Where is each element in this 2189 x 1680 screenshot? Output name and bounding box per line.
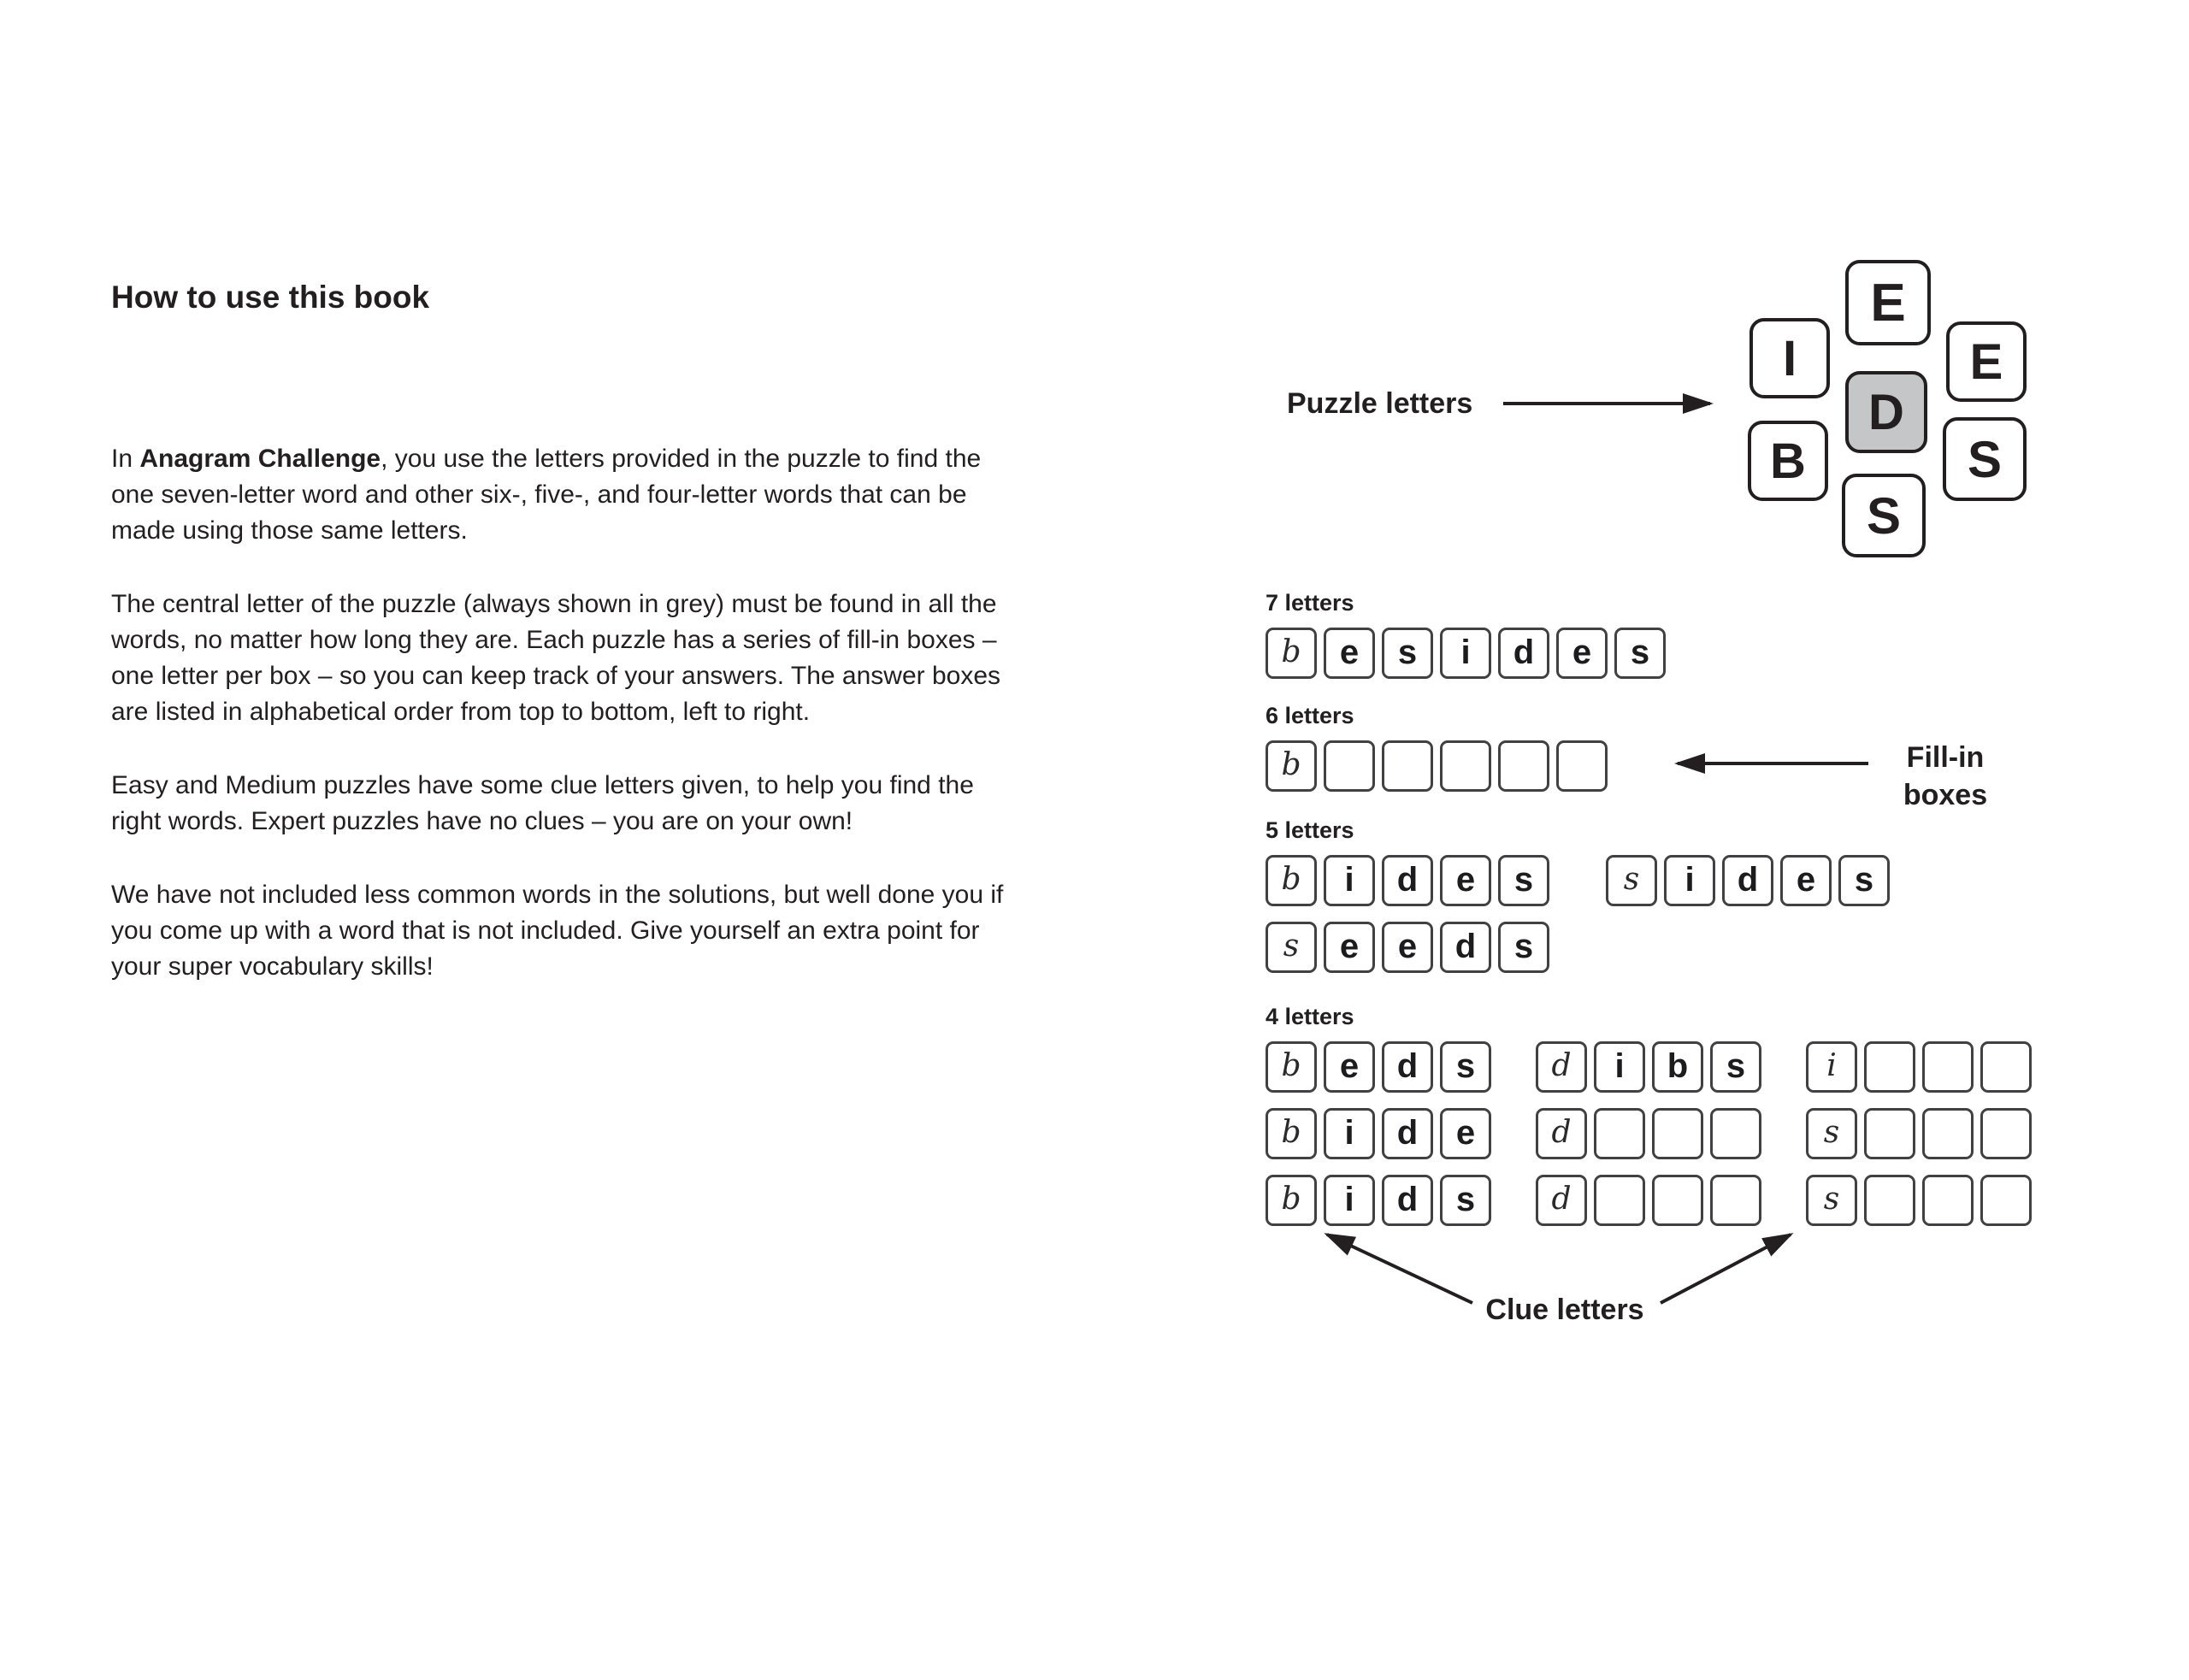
empty-letter-box — [1864, 1041, 1915, 1093]
letter-box — [1324, 1041, 1375, 1093]
letter-box — [1324, 628, 1375, 679]
fill-in-boxes-label-line2: boxes — [1903, 779, 1988, 811]
word-boxes — [1536, 1175, 1761, 1226]
word-boxes — [1806, 1108, 2032, 1159]
empty-letter-box — [1382, 740, 1433, 792]
answer-letter: i — [1685, 860, 1695, 899]
empty-letter-box — [1710, 1175, 1761, 1226]
clue-letter: b — [1281, 634, 1301, 669]
letter-box — [1324, 922, 1375, 973]
body-text: We have not included less common words in the solutions, but well done you if you come up with a word that is not included. Give yourself an extra point for your super vocabulary skills! — [111, 881, 1004, 981]
clue-letter: b — [1281, 1047, 1301, 1083]
empty-letter-box — [1980, 1041, 2032, 1093]
puzzle-tile-d-center: D — [1845, 371, 1927, 453]
letter-box — [1440, 1041, 1491, 1093]
paragraph — [111, 877, 1007, 985]
answer-letter: e — [1339, 633, 1360, 671]
puzzle-letters-label: Puzzle letters — [1287, 387, 1473, 420]
letter-box — [1536, 1175, 1587, 1226]
letter-box — [1382, 922, 1433, 973]
puzzle-tile-e: E — [1845, 260, 1931, 345]
letter-box — [1806, 1041, 1857, 1093]
clue-letter: s — [1283, 928, 1300, 964]
word-boxes — [1266, 1041, 1491, 1093]
answer-section-4-letters — [1266, 1002, 2032, 1241]
clue-letters-label: Clue letters — [1485, 1294, 1644, 1326]
letter-box — [1722, 855, 1773, 906]
section-label: 7 letters — [1266, 590, 1354, 616]
answer-letter: s — [1630, 633, 1650, 671]
answer-row — [1266, 740, 1608, 792]
answer-letter: s — [1397, 633, 1418, 671]
body-text: The central letter of the puzzle (always shown in grey) must be found in all the words, no matter how long they are. Each puzzle has a series of fill-in boxes – one letter per box – so you can keep track of your answers. The answer boxes are listed in alphabetical order from top to bottom, left to right. — [111, 590, 1001, 726]
letter-box — [1266, 922, 1317, 973]
answer-row — [1266, 1175, 2032, 1226]
answer-section-5-letters — [1266, 816, 1890, 988]
word-boxes — [1606, 855, 1890, 906]
answer-letter: s — [1854, 860, 1874, 899]
answer-row — [1266, 1041, 2032, 1093]
empty-letter-box — [1864, 1175, 1915, 1226]
empty-letter-box — [1324, 740, 1375, 792]
empty-letter-box — [1980, 1108, 2032, 1159]
letter-box — [1594, 1041, 1645, 1093]
empty-letter-box — [1498, 740, 1549, 792]
fill-in-boxes-label-line1: Fill-in — [1906, 741, 1985, 774]
answer-letter: e — [1339, 1046, 1360, 1085]
answer-letter: i — [1344, 1113, 1354, 1152]
clue-letter: s — [1823, 1181, 1840, 1217]
letter-box — [1266, 1108, 1317, 1159]
word-boxes — [1266, 628, 1666, 679]
paragraph — [111, 768, 1007, 840]
fill-in-boxes-label — [1881, 739, 2009, 814]
letter-box — [1324, 1175, 1375, 1226]
letter-box — [1536, 1041, 1587, 1093]
letter-box — [1440, 628, 1491, 679]
empty-letter-box — [1594, 1108, 1645, 1159]
answer-letter: i — [1614, 1046, 1625, 1085]
answer-section-7-letters — [1266, 588, 1666, 694]
letter-box — [1440, 1108, 1491, 1159]
answer-letter: s — [1455, 1046, 1476, 1085]
letter-box — [1806, 1175, 1857, 1226]
answer-row — [1266, 1108, 2032, 1159]
empty-letter-box — [1710, 1108, 1761, 1159]
answer-letter: d — [1737, 860, 1759, 899]
word-boxes — [1536, 1041, 1761, 1093]
answer-letter: e — [1572, 633, 1592, 671]
paragraph — [111, 587, 1007, 730]
word-boxes — [1266, 855, 1549, 906]
section-label: 4 letters — [1266, 1004, 1354, 1029]
word-boxes — [1536, 1108, 1761, 1159]
letter-box — [1664, 855, 1715, 906]
letter-box — [1382, 855, 1433, 906]
letter-box — [1498, 628, 1549, 679]
letter-box — [1440, 922, 1491, 973]
answer-letter: b — [1667, 1046, 1689, 1085]
letter-box — [1710, 1041, 1761, 1093]
empty-letter-box — [1652, 1108, 1703, 1159]
puzzle-tile-i: I — [1749, 318, 1830, 398]
letter-box — [1266, 855, 1317, 906]
empty-letter-box — [1440, 740, 1491, 792]
letter-box — [1780, 855, 1832, 906]
clue-letter: b — [1281, 746, 1301, 782]
answer-letter: d — [1513, 633, 1535, 671]
answer-letter: i — [1460, 633, 1471, 671]
clue-letter: b — [1281, 1114, 1301, 1150]
clue-letter: d — [1551, 1114, 1572, 1150]
letter-box — [1440, 1175, 1491, 1226]
empty-letter-box — [1980, 1175, 2032, 1226]
section-label: 6 letters — [1266, 703, 1354, 728]
answer-letter: d — [1454, 927, 1477, 965]
letter-box — [1614, 628, 1666, 679]
word-boxes — [1266, 740, 1608, 792]
letter-box — [1498, 922, 1549, 973]
letter-box — [1536, 1108, 1587, 1159]
answer-row — [1266, 628, 1666, 679]
letter-box — [1440, 855, 1491, 906]
letter-box — [1806, 1108, 1857, 1159]
empty-letter-box — [1652, 1175, 1703, 1226]
answer-letter: e — [1397, 927, 1418, 965]
page-title: How to use this book — [111, 280, 430, 315]
section-label: 5 letters — [1266, 817, 1354, 843]
letter-box — [1266, 1041, 1317, 1093]
answer-letter: s — [1726, 1046, 1746, 1085]
puzzle-tile-s: S — [1943, 417, 2027, 501]
letter-box — [1266, 628, 1317, 679]
puzzle-tile-b: B — [1748, 421, 1828, 501]
letter-box — [1652, 1041, 1703, 1093]
letter-box — [1498, 855, 1549, 906]
answer-letter: d — [1396, 1113, 1419, 1152]
paragraph — [111, 441, 1007, 549]
word-boxes — [1806, 1041, 2032, 1093]
letter-box — [1382, 1108, 1433, 1159]
empty-letter-box — [1864, 1108, 1915, 1159]
answer-row — [1266, 922, 1890, 973]
answer-section-6-letters — [1266, 701, 1608, 807]
body-text: , you use the letters provided in the puzzle to find the one seven-letter word and other six-, five-, and four-letter words that can be made using those same letters. — [111, 445, 982, 545]
clue-letter: b — [1281, 1181, 1301, 1217]
letter-box — [1324, 1108, 1375, 1159]
empty-letter-box — [1922, 1041, 1974, 1093]
answer-letter: i — [1344, 1180, 1354, 1218]
letter-box — [1838, 855, 1890, 906]
answer-letter: e — [1455, 860, 1476, 899]
word-boxes — [1266, 1175, 1491, 1226]
bold-text: Anagram Challenge — [139, 445, 381, 473]
clue-letter: b — [1281, 861, 1301, 897]
empty-letter-box — [1556, 740, 1608, 792]
answer-letter: s — [1513, 927, 1534, 965]
word-boxes — [1266, 922, 1549, 973]
answer-letter: i — [1344, 860, 1354, 899]
empty-letter-box — [1594, 1175, 1645, 1226]
empty-letter-box — [1922, 1108, 1974, 1159]
answer-letter: e — [1339, 927, 1360, 965]
answer-letter: d — [1396, 1180, 1419, 1218]
letter-box — [1606, 855, 1657, 906]
answer-letter: s — [1455, 1180, 1476, 1218]
letter-box — [1324, 855, 1375, 906]
letter-box — [1382, 1175, 1433, 1226]
word-boxes — [1806, 1175, 2032, 1226]
instructions-column — [111, 279, 1007, 1023]
puzzle-tile-s: S — [1842, 474, 1926, 557]
letter-box — [1266, 740, 1317, 792]
answer-letter: s — [1513, 860, 1534, 899]
clue-letter: d — [1551, 1181, 1572, 1217]
empty-letter-box — [1922, 1175, 1974, 1226]
paragraphs — [111, 441, 1007, 985]
letter-box — [1556, 628, 1608, 679]
answer-letter: e — [1796, 860, 1816, 899]
puzzle-tile-e: E — [1946, 321, 2027, 402]
word-boxes — [1266, 1108, 1491, 1159]
answer-row — [1266, 855, 1890, 906]
letter-box — [1382, 1041, 1433, 1093]
body-text: Easy and Medium puzzles have some clue letters given, to help you find the right words. Expert puzzles have no clues – you are on your own! — [111, 771, 974, 835]
letter-box — [1266, 1175, 1317, 1226]
clue-letter: s — [1823, 1114, 1840, 1150]
answer-letter: d — [1396, 860, 1419, 899]
answer-letter: d — [1396, 1046, 1419, 1085]
clue-letters-arrow-left — [1327, 1235, 1472, 1303]
clue-letter: d — [1551, 1047, 1572, 1083]
clue-letter: i — [1826, 1047, 1837, 1083]
answer-letter: e — [1455, 1113, 1476, 1152]
letter-box — [1382, 628, 1433, 679]
body-text: In — [111, 445, 140, 473]
clue-letters-arrow-right — [1661, 1235, 1791, 1303]
clue-letter: s — [1623, 861, 1640, 897]
